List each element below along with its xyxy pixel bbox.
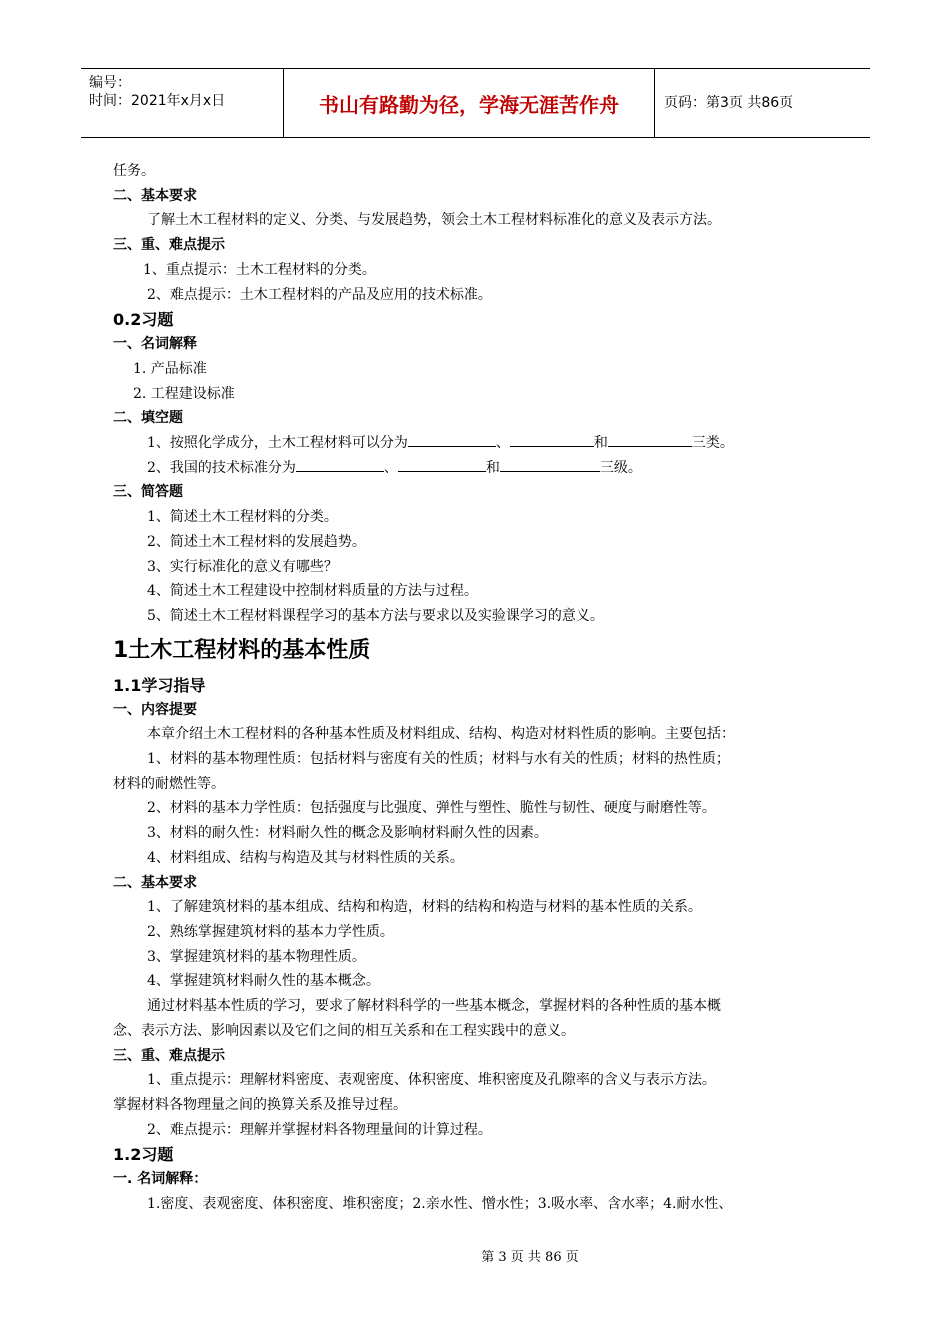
time-label: 时间：2021年x月x日 (89, 93, 226, 109)
answer-blank (398, 457, 486, 472)
requirement-item: 4、掌握建筑材料耐久性的基本概念。 (147, 973, 380, 990)
paragraph: 了解土木工程材料的定义、分类、与发展趋势，领会土木工程材料标准化的意义及表示方法。 (147, 212, 721, 229)
requirement-item: 3、掌握建筑材料的基本物理性质。 (147, 948, 366, 965)
header-info-cell (81, 69, 281, 137)
heading-basic-requirements-2: 二、基本要求 (113, 874, 197, 891)
paragraph: 通过材料基本性质的学习，要求了解材料科学的一些基本概念，掌握材料的各种性质的基本概 (147, 998, 721, 1015)
key-point-1: 1、重点提示：理解材料密度、表观密度、体积密度、堆积密度及孔隙率的含义与表示方法。 (147, 1072, 716, 1089)
paragraph: 念、表示方法、影响因素以及它们之间的相互关系和在工程实践中的意义。 (113, 1022, 575, 1039)
question-item: 5、简述土木工程材料课程学习的基本方法与要求以及实验课学习的意义。 (147, 607, 604, 624)
term-item-1: 1. 产品标准 (133, 360, 207, 377)
header-motto-cell (283, 69, 655, 137)
fill-text: 三类。 (691, 435, 734, 452)
paragraph: 材料的耐燃性等。 (113, 775, 225, 792)
fill-separator: 和 (593, 435, 608, 452)
fill-text: 三级。 (599, 459, 642, 476)
requirement-item: 1、了解建筑材料的基本组成、结构和构造，材料的结构和构造与材料的基本性质的关系。 (147, 899, 702, 916)
section-heading-1-2: 1.2习题 (113, 1145, 174, 1165)
heading-content-summary: 一、内容提要 (113, 701, 197, 718)
answer-blank (500, 457, 600, 472)
question-item: 1、简述土木工程材料的分类。 (147, 509, 338, 526)
heading-key-points-2: 三、重、难点提示 (113, 1047, 225, 1064)
heading-basic-requirements: 二、基本要求 (113, 187, 197, 204)
fill-text: 2、我国的技术标准分为 (147, 459, 296, 476)
question-item: 4、简述土木工程建设中控制材料质量的方法与过程。 (147, 583, 478, 600)
document-body (113, 160, 843, 1217)
heading-terms-2: 一. 名词解释： (113, 1171, 208, 1188)
heading-key-points: 三、重、难点提示 (113, 237, 225, 254)
requirement-item: 2、熟练掌握建筑材料的基本力学性质。 (147, 923, 394, 940)
motto: 书山有路勤为径，学海无涯苦作舟 (319, 93, 619, 117)
fill-question-1 (113, 431, 843, 456)
heading-fill-blank: 二、填空题 (113, 410, 183, 427)
heading-short-answer: 三、简答题 (113, 484, 183, 501)
answer-blank (296, 457, 384, 472)
page-footer: 第 3 页 共 86 页 (481, 1250, 579, 1265)
paragraph: 掌握材料各物理量之间的换算关系及推导过程。 (113, 1096, 407, 1113)
fill-text: 1、按照化学成分，土木工程材料可以分为 (147, 435, 408, 452)
question-item: 2、简述土木工程材料的发展趋势。 (147, 533, 366, 550)
paragraph: 1、材料的基本物理性质：包括材料与密度有关的性质；材料与水有关的性质；材料的热性质； (147, 751, 730, 768)
paragraph: 3、材料的耐久性：材料耐久性的概念及影响材料耐久性的因素。 (147, 825, 548, 842)
heading-terms: 一、名词解释 (113, 336, 197, 353)
answer-blank (608, 432, 692, 447)
key-point-1: 1、重点提示：土木工程材料的分类。 (143, 261, 376, 278)
fill-separator: 、 (495, 435, 510, 452)
key-point-2: 2、难点提示：理解并掌握材料各物理量间的计算过程。 (147, 1121, 492, 1138)
paragraph: 2、材料的基本力学性质：包括强度与比强度、弹性与塑性、脆性与韧性、硬度与耐磨性等。 (147, 800, 716, 817)
header-page-cell (654, 69, 870, 137)
answer-blank (510, 432, 594, 447)
key-point-2: 2、难点提示：土木工程材料的产品及应用的技术标准。 (147, 286, 492, 303)
chapter-heading: 1土木工程材料的基本性质 (113, 637, 371, 663)
fill-question-2 (113, 456, 843, 481)
section-heading-0-2: 0.2习题 (113, 310, 174, 330)
fill-separator: 和 (485, 459, 500, 476)
page-header (81, 68, 870, 138)
number-label: 编号： (89, 75, 131, 91)
paragraph: 1.密度、表观密度、体积密度、堆积密度；2.亲水性、憎水性；3.吸水率、含水率；4.耐水性、 (147, 1196, 733, 1213)
paragraph: 4、材料组成、结构与构造及其与材料性质的关系。 (147, 849, 464, 866)
paragraph: 任务。 (113, 163, 155, 179)
question-item: 3、实行标准化的意义有哪些？ (147, 558, 338, 575)
header-page-label: 页码：第3页 共86页 (664, 95, 794, 111)
section-heading-1-1: 1.1学习指导 (113, 675, 206, 695)
term-item-2: 2. 工程建设标准 (133, 385, 235, 402)
paragraph: 本章介绍土木工程材料的各种基本性质及材料组成、结构、构造对材料性质的影响。主要包括： (147, 726, 735, 743)
fill-separator: 、 (383, 459, 398, 476)
answer-blank (408, 432, 496, 447)
